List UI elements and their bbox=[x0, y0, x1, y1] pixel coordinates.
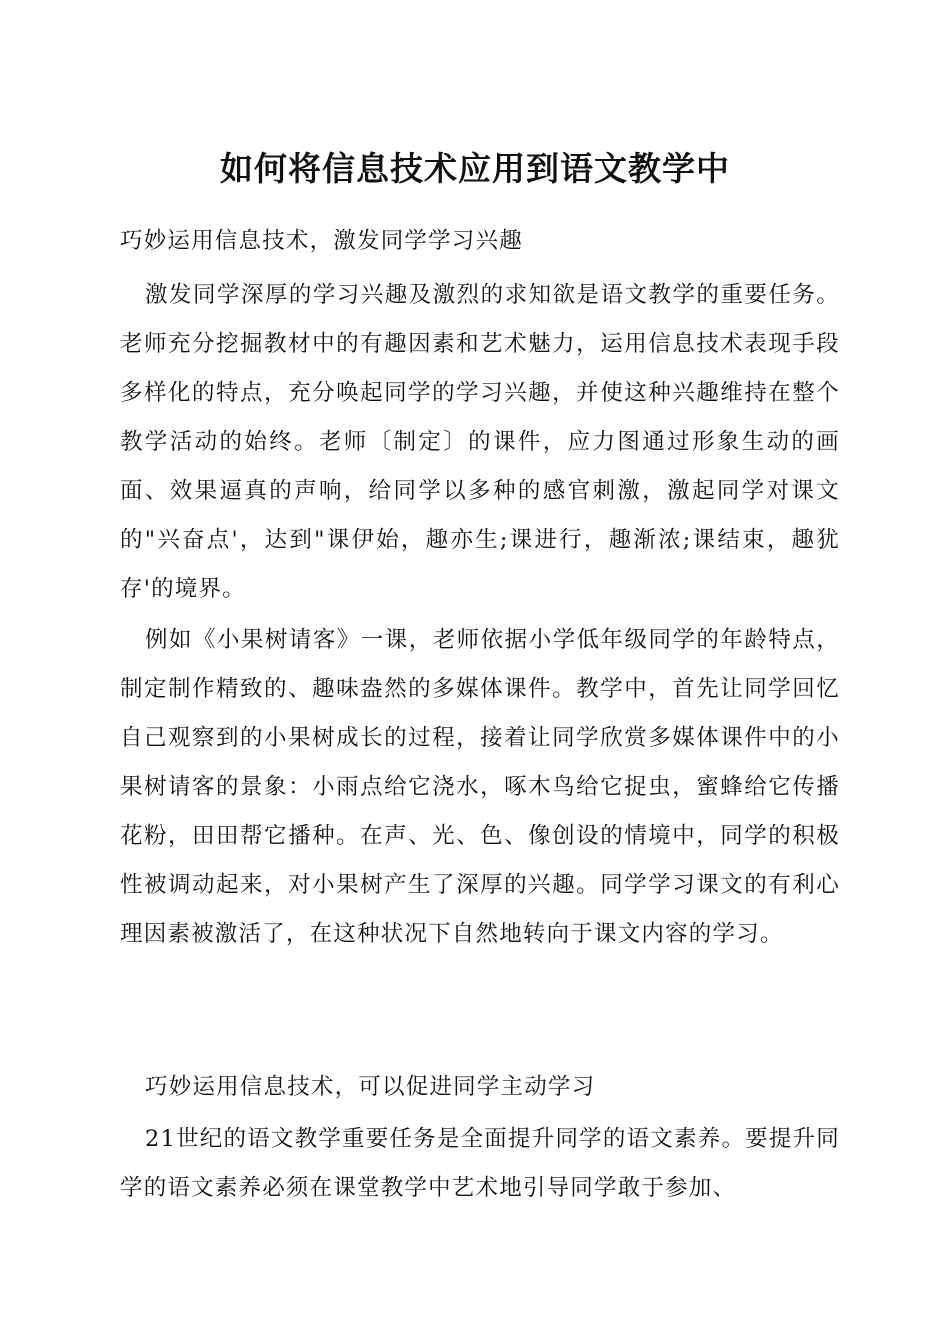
section-heading-interest: 巧妙运用信息技术，激发同学学习兴趣 bbox=[120, 228, 523, 254]
document-title: 如何将信息技术应用到语文教学中 bbox=[220, 149, 730, 188]
paragraph-fruit-tree-example: 例如《小果树请客》一课，老师依据小学低年级同学的年龄特点，制定制作精致的、趣味盎然的多媒体课件。教学中，首先让同学回忆自己观察到的小果树成长的过程，接着让同学欣赏多媒体课件中的小果树请客的景象：小雨点给它浇水，啄木鸟给它捉虫，蜜蜂给它传播花粉，田田帮它播种。在声、光、色、像创设的情境中，同学的积极性被调动起来，对小果树产生了深厚的兴趣。同学学习课文的有利心理因素被激活了，在这种状况下自然地转向于课文内容的学习。 bbox=[120, 627, 840, 947]
section-heading-active-learning: 巧妙运用信息技术，可以促进同学主动学习 bbox=[145, 1074, 596, 1100]
paragraph-language-literacy: 21世纪的语文教学重要任务是全面提升同学的语文素养。要提升同学的语文素养必须在课堂教学中艺术地引导同学敢于参加、 bbox=[120, 1126, 840, 1201]
paragraph-interest-intro: 激发同学深厚的学习兴趣及激烈的求知欲是语文教学的重要任务。老师充分挖掘教材中的有趣因素和艺术魅力，运用信息技术表现手段多样化的特点，充分唤起同学的学习兴趣，并使这种兴趣维持在整个教学活动的始终。老师〔制定〕的课件，应力图通过形象生动的画面、效果逼真的声响，给同学以多种的感官刺激，激起同学对课文的"兴奋点'，达到"课伊始，趣亦生;课进行，趣渐浓;课结束，趣犹存'的境界。 bbox=[120, 282, 840, 602]
